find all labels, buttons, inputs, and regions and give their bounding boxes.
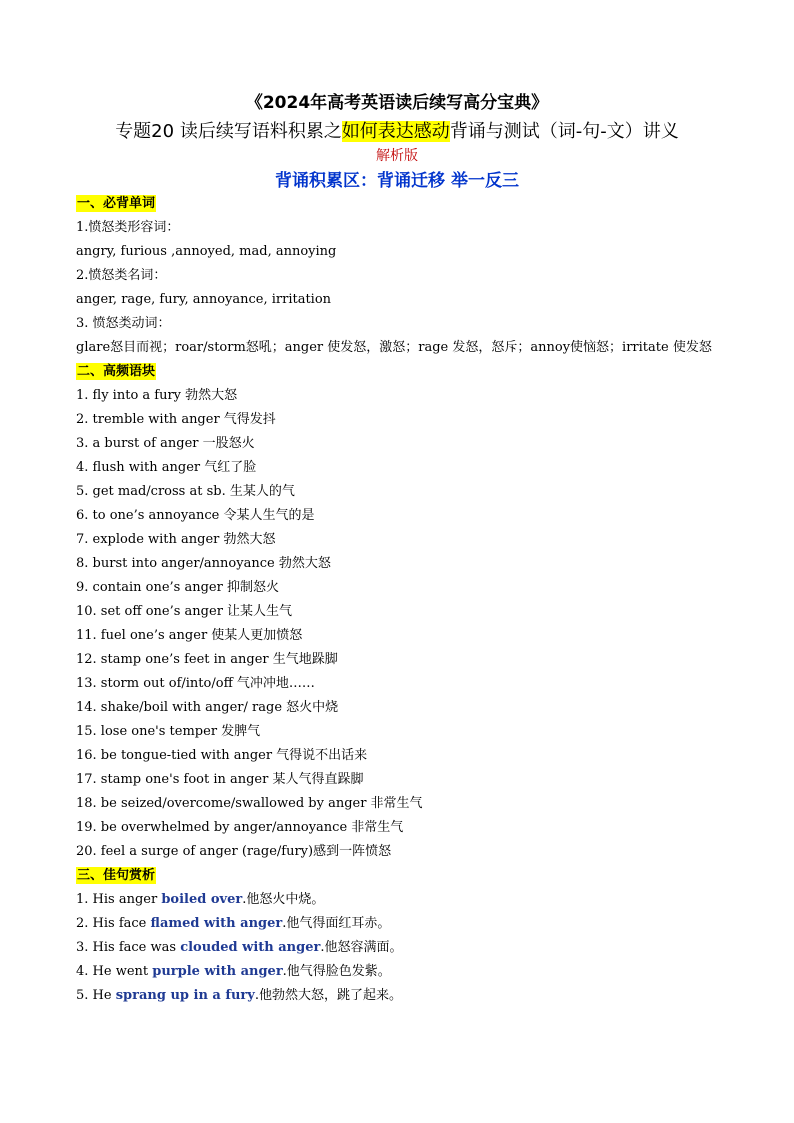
topic-title-prefix: 专题20 读后续写语料积累之: [115, 121, 342, 142]
chunk-item: 5. get mad/cross at sb. 生某人的气: [76, 484, 295, 499]
chunk-item: 14. shake/boil with anger/ rage 怒火中烧: [76, 700, 339, 715]
example-sentence: 2. His face flamed with anger.他气得面红耳赤。: [76, 916, 391, 931]
section-heading-chunks: 二、高频语块: [77, 364, 156, 379]
topic-title-highlight: 如何表达感动: [341, 121, 450, 142]
adjective-label: 1.愤怒类形容词：: [76, 220, 180, 235]
key-phrase: flamed with anger: [150, 916, 283, 931]
adjective-list: angry, furious ,annoyed, mad, annoying: [76, 244, 337, 259]
key-phrase: purple with anger: [152, 964, 283, 979]
example-sentence: 1. His anger boiled over.他怒火中烧。: [76, 892, 325, 907]
chunk-item: 7. explode with anger 勃然大怒: [76, 532, 276, 547]
chunk-item: 6. to one’s annoyance 令某人生气的是: [76, 508, 315, 523]
document-body: [76, 192, 718, 1008]
document-title: 《2024年高考英语读后续写高分宝典》: [245, 93, 549, 113]
chunk-item: 2. tremble with anger 气得发抖: [76, 412, 276, 427]
example-sentence: 4. He went purple with anger.他气得脸色发紫。: [76, 964, 391, 979]
key-phrase: clouded with anger: [180, 940, 321, 955]
verb-list: glare怒目而视；roar/storm怒吼；anger 使发怒，激怒；rage 发怒，怒斥；annoy使恼怒；irritate 使发怒: [76, 340, 712, 355]
chunk-item: 8. burst into anger/annoyance 勃然大怒: [76, 556, 331, 571]
section-heading-sentences: 三、佳句赏析: [77, 868, 156, 883]
chunk-item: 18. be seized/overcome/swallowed by anger 非常生气: [76, 796, 423, 811]
topic-title: [0, 117, 794, 143]
chunk-item: 1. fly into a fury 勃然大怒: [76, 388, 238, 403]
chunk-item: 4. flush with anger 气红了脸: [76, 460, 257, 475]
example-sentence: 3. His face was clouded with anger.他怒容满面。: [76, 940, 403, 955]
version-label: 解析版: [376, 148, 418, 164]
chunk-item: 16. be tongue-tied with anger 气得说不出话来: [76, 748, 368, 763]
section-heading-words: 一、必背单词: [77, 196, 156, 211]
zone-heading: 背诵积累区：背诵迁移 举一反三: [275, 171, 519, 191]
chunk-item: 3. a burst of anger 一股怒火: [76, 436, 255, 451]
chunk-item: 12. stamp one’s feet in anger 生气地跺脚: [76, 652, 338, 667]
chunk-item: 9. contain one’s anger 抑制怒火: [76, 580, 279, 595]
chunk-item: 15. lose one's temper 发脾气: [76, 724, 261, 739]
noun-list: anger, rage, fury, annoyance, irritation: [76, 292, 332, 307]
chunk-item: 20. feel a surge of anger (rage/fury)感到一阵愤怒: [76, 844, 392, 859]
chunk-item: 19. be overwhelmed by anger/annoyance 非常生气: [76, 820, 404, 835]
key-phrase: boiled over: [161, 892, 243, 907]
chunk-item: 17. stamp one's foot in anger 某人气得直跺脚: [76, 772, 364, 787]
topic-title-suffix: 背诵与测试（词-句-文）讲义: [449, 121, 679, 142]
noun-label: 2.愤怒类名词：: [76, 268, 167, 283]
example-sentence: 5. He sprang up in a fury.他勃然大怒，跳了起来。: [76, 988, 402, 1003]
chunk-item: 13. storm out of/into/off 气冲冲地……: [76, 676, 315, 691]
verb-label: 3. 愤怒类动词：: [76, 316, 171, 331]
chunk-item: 10. set off one’s anger 让某人生气: [76, 604, 293, 619]
chunk-item: 11. fuel one’s anger 使某人更加愤怒: [76, 628, 303, 643]
key-phrase: sprang up in a fury: [115, 988, 255, 1003]
